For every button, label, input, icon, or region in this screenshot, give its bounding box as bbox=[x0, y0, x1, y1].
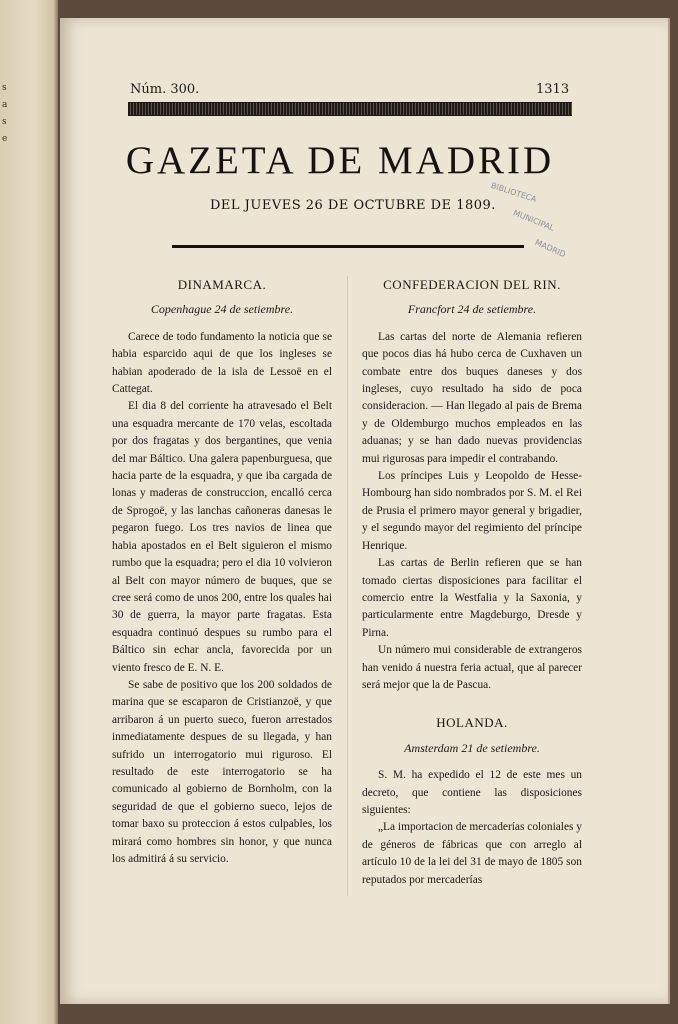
page-number: 1313 bbox=[536, 82, 570, 97]
section-title-confederacion: CONFEDERACION DEL RIN. bbox=[383, 277, 561, 292]
section-title-holanda: HOLANDA. bbox=[436, 715, 508, 731]
article-paragraph: Un número mui considerable de extrangeros han venido á nuestra feria actual, que al parecer será mejor que la de Pascua. bbox=[362, 644, 582, 691]
section-title-dinamarca: DINAMARCA. bbox=[177, 277, 267, 292]
library-stamp bbox=[482, 176, 598, 272]
article-paragraph: Las cartas del norte de Alemania refieren que pocos dias há hubo cerca de Cuxhaven un combate entre dos buques daneses y dos ingleses, cuyo resultado ha sido de poca consideracion. — Han llegado al pais de Brema y de Oldemburgo muchos empleados en las aduanas; y se han dado nuevas providencias mui rigurosas para impedir el contrabando. bbox=[362, 330, 582, 465]
stamp-line-3: MADRID bbox=[533, 237, 568, 260]
left-column bbox=[112, 276, 332, 868]
left-page-edge-text: s a s e bbox=[2, 83, 8, 144]
right-column bbox=[362, 276, 582, 889]
section-place-amsterdam: Amsterdam 21 de setiembre. bbox=[404, 740, 540, 755]
issue-number: Núm. 300. bbox=[130, 82, 200, 97]
header-ornament-rule bbox=[128, 102, 572, 116]
masthead-title: GAZETA DE MADRID bbox=[125, 139, 555, 182]
stamp-line-2: MUNICIPAL bbox=[511, 208, 556, 233]
article-paragraph: Se sabe de positivo que los 200 soldados de marina que se escaparon de Cristianzoë, y que arribaron á un puerto sueco, fueron arrestados inmediatamente despues de su llegada, y han sufrido un interrogatorio mui riguroso. El resultado de este interrogatorio se ha comunicado al gobierno de Bornholm, con la seguridad de que el gobierno sueco, lejos de tomar baxo su proteccion á estos culpables, los mirará como hombres sin honor, y que nunca los admitirá á su servicio. bbox=[112, 678, 332, 865]
article-paragraph: Los príncipes Luis y Leopoldo de Hesse-Hombourg han sido nombrados por S. M. el Rei de Prusia el primero mayor general y brigadier, y el segundo mayor del regimiento del príncipe Henrique. bbox=[362, 470, 582, 552]
article-paragraph: Carece de todo fundamento la noticia que se habia esparcido aqui de que los ingleses se habian apoderado de la isla de Lessoë en el Cattegat. bbox=[112, 330, 332, 396]
article-paragraph: S. M. ha expedido el 12 de este mes un decreto, que contiene las disposiciones siguientes: bbox=[362, 769, 582, 816]
article-paragraph: El dia 8 del corriente ha atravesado el Belt una esquadra mercante de 170 velas, escoltada por dos fragatas y dos bergantines, que venia del mar Báltico. Una galera papenburguesa, que hacia parte de la esquadra, y que iba cargada de lonas y maderas de construccion, encalló cerca de Sprogoë, y las lanchas cañoneras danesas le pegaron fuego. Los tres navios de linea que habia apostados en el Belt siguieron el mismo rumbo que la esquadra; pero el dia 10 volvieron al Belt con mayor número de buques, que se cree será como de unos 200, entre los quales hai 30 de guerra, la mayor parte fragatas. Esta esquadra continuó despues su rumbo para el Báltico sin echar ancla, favorecida por un viento fresco de E. N. E. bbox=[112, 400, 332, 674]
newspaper-page bbox=[60, 18, 670, 1004]
left-facing-page bbox=[0, 0, 58, 1024]
article-paragraph: „La importacion de mercaderías coloniales y de géneros de fábricas que con arreglo al artículo 10 de la lei del 31 de mayo de 1805 son reputados por mercaderías bbox=[362, 821, 582, 886]
dateline: DEL JUEVES 26 DE OCTUBRE DE 1809. bbox=[210, 198, 496, 213]
article-paragraph: Las cartas de Berlin refieren que se han tomado ciertas disposiciones para facilitar el comercio entre la Westfalia y la Saxonia, y particularmente entre Magdeburgo, Dresde y Pirna. bbox=[362, 557, 582, 639]
section-place-copenhague: Copenhague 24 de setiembre. bbox=[150, 302, 294, 317]
section-place-francfort: Francfort 24 de setiembre. bbox=[407, 302, 537, 317]
column-divider bbox=[347, 276, 348, 896]
masthead-divider bbox=[172, 245, 524, 248]
stamp-line-1: BIBLIOTECA bbox=[489, 180, 538, 205]
